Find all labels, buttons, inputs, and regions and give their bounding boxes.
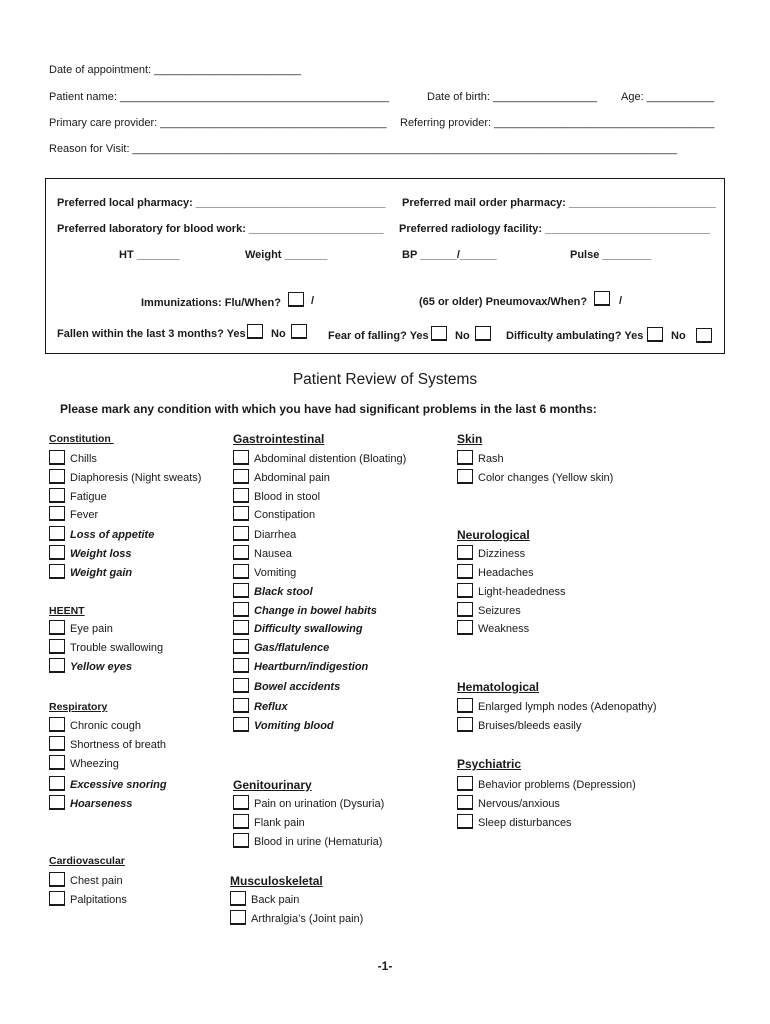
condition-label-gastrointestinal-9: Difficulty swallowing xyxy=(254,623,363,635)
checkbox-constitution-3[interactable] xyxy=(49,506,65,521)
date-of-appointment-field[interactable]: Date of appointment: ________________________ xyxy=(49,64,302,76)
condition-label-gastrointestinal-11: Heartburn/indigestion xyxy=(254,661,369,673)
checkbox-gastrointestinal-8[interactable] xyxy=(233,602,249,617)
condition-label-cardiovascular-0: Chest pain xyxy=(70,875,123,887)
difficulty-no-checkbox[interactable] xyxy=(696,328,712,343)
section-heading-gastrointestinal: Gastrointestinal xyxy=(233,432,325,446)
condition-label-psychiatric-0: Behavior problems (Depression) xyxy=(478,779,636,791)
condition-label-genitourinary-2: Blood in urine (Hematuria) xyxy=(254,836,383,848)
condition-label-constitution-0: Chills xyxy=(70,453,97,465)
checkbox-skin-0[interactable] xyxy=(457,450,473,465)
section-heading-cardiovascular: Cardiovascular xyxy=(49,855,125,867)
flu-immunization-label: Immunizations: Flu/When? xyxy=(141,297,281,309)
condition-label-gastrointestinal-4: Diarrhea xyxy=(254,529,297,541)
section-heading-hematological: Hematological xyxy=(457,680,540,694)
reason-for-visit-field[interactable]: Reason for Visit: _________________________________________________________________________________________ xyxy=(49,143,678,155)
condition-label-respiratory-4: Hoarseness xyxy=(70,798,133,810)
flu-checkbox[interactable] xyxy=(288,292,304,307)
pulse-field[interactable]: Pulse ________ xyxy=(570,249,652,261)
checkbox-gastrointestinal-9[interactable] xyxy=(233,620,249,635)
checkbox-gastrointestinal-10[interactable] xyxy=(233,639,249,654)
checkbox-respiratory-1[interactable] xyxy=(49,736,65,751)
checkbox-neurological-2[interactable] xyxy=(457,583,473,598)
condition-label-heent-0: Eye pain xyxy=(70,623,113,635)
checkbox-gastrointestinal-12[interactable] xyxy=(233,678,249,693)
checkbox-genitourinary-2[interactable] xyxy=(233,833,249,848)
laboratory-field[interactable]: Preferred laboratory for blood work: ______________________ xyxy=(57,223,384,235)
condition-label-cardiovascular-1: Palpitations xyxy=(70,894,127,906)
referring-provider-field[interactable]: Referring provider: ____________________________________ xyxy=(400,117,715,129)
checkbox-heent-2[interactable] xyxy=(49,658,65,673)
date-of-birth-field[interactable]: Date of birth: _________________ xyxy=(427,91,598,103)
condition-label-heent-2: Yellow eyes xyxy=(70,661,132,673)
condition-label-musculoskeletal-0: Back pain xyxy=(251,894,300,906)
height-field[interactable]: HT _______ xyxy=(119,249,180,261)
checkbox-hematological-0[interactable] xyxy=(457,698,473,713)
checkbox-gastrointestinal-6[interactable] xyxy=(233,564,249,579)
checkbox-constitution-4[interactable] xyxy=(49,526,65,541)
condition-label-constitution-6: Weight gain xyxy=(70,567,133,579)
checkbox-respiratory-3[interactable] xyxy=(49,776,65,791)
condition-label-genitourinary-1: Flank pain xyxy=(254,817,305,829)
section-heading-psychiatric: Psychiatric xyxy=(457,757,522,771)
condition-label-skin-0: Rash xyxy=(478,453,504,465)
checkbox-cardiovascular-0[interactable] xyxy=(49,872,65,887)
condition-label-hematological-1: Bruises/bleeds easily xyxy=(478,720,582,732)
condition-label-skin-1: Color changes (Yellow skin) xyxy=(478,472,614,484)
condition-label-respiratory-3: Excessive snoring xyxy=(70,779,167,791)
page-number: -1- xyxy=(377,959,393,973)
primary-care-provider-field[interactable]: Primary care provider: _____________________________________ xyxy=(49,117,387,129)
condition-label-neurological-2: Light-headedness xyxy=(478,586,566,598)
condition-label-heent-1: Trouble swallowing xyxy=(70,642,164,654)
checkbox-neurological-4[interactable] xyxy=(457,620,473,635)
checkbox-skin-1[interactable] xyxy=(457,469,473,484)
checkbox-respiratory-0[interactable] xyxy=(49,717,65,732)
condition-label-gastrointestinal-10: Gas/flatulence xyxy=(254,642,330,654)
difficulty-ambulating-label: Difficulty ambulating? Yes xyxy=(506,330,644,342)
condition-label-gastrointestinal-14: Vomiting blood xyxy=(254,720,334,732)
section-heading-musculoskeletal: Musculoskeletal xyxy=(230,874,323,888)
fear-yes-checkbox[interactable] xyxy=(431,326,447,341)
flu-slash: / xyxy=(311,295,315,307)
pneumovax-checkbox[interactable] xyxy=(594,291,610,306)
condition-label-gastrointestinal-8: Change in bowel habits xyxy=(254,605,377,617)
review-title: Patient Review of Systems xyxy=(292,371,478,388)
checkbox-psychiatric-2[interactable] xyxy=(457,814,473,829)
condition-label-psychiatric-2: Sleep disturbances xyxy=(478,817,572,829)
condition-label-musculoskeletal-1: Arthralgia’s (Joint pain) xyxy=(251,913,364,925)
condition-label-gastrointestinal-7: Black stool xyxy=(254,586,313,598)
section-heading-genitourinary: Genitourinary xyxy=(233,778,312,792)
fear-of-falling-label: Fear of falling? Yes xyxy=(328,330,429,342)
condition-label-neurological-0: Dizziness xyxy=(478,548,526,560)
condition-label-neurological-4: Weakness xyxy=(478,623,530,635)
blood-pressure-field[interactable]: BP ______/______ xyxy=(402,249,497,261)
weight-field[interactable]: Weight _______ xyxy=(245,249,328,261)
condition-label-constitution-2: Fatigue xyxy=(70,491,107,503)
fear-no-checkbox[interactable] xyxy=(475,326,491,341)
condition-label-psychiatric-1: Nervous/anxious xyxy=(478,798,560,810)
condition-label-gastrointestinal-6: Vomiting xyxy=(254,567,297,579)
checkbox-hematological-1[interactable] xyxy=(457,717,473,732)
checkbox-constitution-6[interactable] xyxy=(49,564,65,579)
checkbox-neurological-3[interactable] xyxy=(457,602,473,617)
condition-label-constitution-5: Weight loss xyxy=(70,548,132,560)
checkbox-musculoskeletal-1[interactable] xyxy=(230,910,246,925)
checkbox-genitourinary-0[interactable] xyxy=(233,795,249,810)
condition-label-constitution-1: Diaphoresis (Night sweats) xyxy=(70,472,202,484)
pneumovax-slash: / xyxy=(619,295,623,307)
checkbox-psychiatric-1[interactable] xyxy=(457,795,473,810)
checkbox-psychiatric-0[interactable] xyxy=(457,776,473,791)
fallen-label: Fallen within the last 3 months? Yes xyxy=(57,328,246,340)
condition-label-genitourinary-0: Pain on urination (Dysuria) xyxy=(254,798,385,810)
checkbox-constitution-1[interactable] xyxy=(49,469,65,484)
condition-label-respiratory-0: Chronic cough xyxy=(70,720,141,732)
review-instruction: Please mark any condition with which you have had significant problems in the last 6 months: xyxy=(60,402,597,416)
condition-label-gastrointestinal-3: Constipation xyxy=(254,509,316,521)
condition-label-neurological-1: Headaches xyxy=(478,567,534,579)
fallen-yes-checkbox[interactable] xyxy=(247,324,263,339)
section-heading-respiratory: Respiratory xyxy=(49,701,108,713)
checkbox-respiratory-4[interactable] xyxy=(49,795,65,810)
fear-no-label: No xyxy=(455,330,470,342)
checkbox-musculoskeletal-0[interactable] xyxy=(230,891,246,906)
condition-label-constitution-4: Loss of appetite xyxy=(70,529,155,541)
checkbox-gastrointestinal-3[interactable] xyxy=(233,506,249,521)
condition-label-gastrointestinal-1: Abdominal pain xyxy=(254,472,330,484)
checkbox-gastrointestinal-1[interactable] xyxy=(233,469,249,484)
condition-label-gastrointestinal-5: Nausea xyxy=(254,548,292,560)
condition-label-gastrointestinal-0: Abdominal distention (Bloating) xyxy=(254,453,407,465)
checkbox-genitourinary-1[interactable] xyxy=(233,814,249,829)
radiology-facility-field[interactable]: Preferred radiology facility: ___________________________ xyxy=(399,223,711,235)
condition-label-gastrointestinal-12: Bowel accidents xyxy=(254,681,341,693)
condition-label-respiratory-2: Wheezing xyxy=(70,758,119,770)
condition-label-neurological-3: Seizures xyxy=(478,605,521,617)
checkbox-constitution-0[interactable] xyxy=(49,450,65,465)
section-heading-skin: Skin xyxy=(457,432,483,446)
checkbox-gastrointestinal-13[interactable] xyxy=(233,698,249,713)
checkbox-constitution-2[interactable] xyxy=(49,488,65,503)
checkbox-heent-0[interactable] xyxy=(49,620,65,635)
local-pharmacy-field[interactable]: Preferred local pharmacy: _______________________________ xyxy=(57,197,386,209)
difficulty-yes-checkbox[interactable] xyxy=(647,327,663,342)
difficulty-no-label: No xyxy=(671,330,686,342)
checkbox-respiratory-2[interactable] xyxy=(49,755,65,770)
age-field[interactable]: Age: ___________ xyxy=(621,91,714,103)
fallen-no-label: No xyxy=(271,328,286,340)
checkbox-heent-1[interactable] xyxy=(49,639,65,654)
condition-label-gastrointestinal-13: Reflux xyxy=(254,701,288,713)
checkbox-cardiovascular-1[interactable] xyxy=(49,891,65,906)
checkbox-neurological-0[interactable] xyxy=(457,545,473,560)
pneumovax-label: (65 or older) Pneumovax/When? xyxy=(419,296,588,308)
condition-label-gastrointestinal-2: Blood in stool xyxy=(254,491,321,503)
checkbox-neurological-1[interactable] xyxy=(457,564,473,579)
section-heading-heent: HEENT xyxy=(49,605,85,617)
checkbox-gastrointestinal-4[interactable] xyxy=(233,526,249,541)
section-heading-neurological: Neurological xyxy=(457,528,530,542)
checkbox-gastrointestinal-7[interactable] xyxy=(233,583,249,598)
checkbox-gastrointestinal-2[interactable] xyxy=(233,488,249,503)
checkbox-gastrointestinal-5[interactable] xyxy=(233,545,249,560)
mail-order-pharmacy-field[interactable]: Preferred mail order pharmacy: ________________________ xyxy=(402,197,716,209)
condition-label-respiratory-1: Shortness of breath xyxy=(70,739,167,751)
section-heading-constitution: Constitution xyxy=(49,433,114,445)
condition-label-hematological-0: Enlarged lymph nodes (Adenopathy) xyxy=(478,701,657,713)
condition-label-constitution-3: Fever xyxy=(70,509,99,521)
fallen-no-checkbox[interactable] xyxy=(291,324,307,339)
checkbox-gastrointestinal-0[interactable] xyxy=(233,450,249,465)
checkbox-constitution-5[interactable] xyxy=(49,545,65,560)
patient-name-field[interactable]: Patient name: ____________________________________________ xyxy=(49,91,390,103)
checkbox-gastrointestinal-14[interactable] xyxy=(233,717,249,732)
checkbox-gastrointestinal-11[interactable] xyxy=(233,658,249,673)
